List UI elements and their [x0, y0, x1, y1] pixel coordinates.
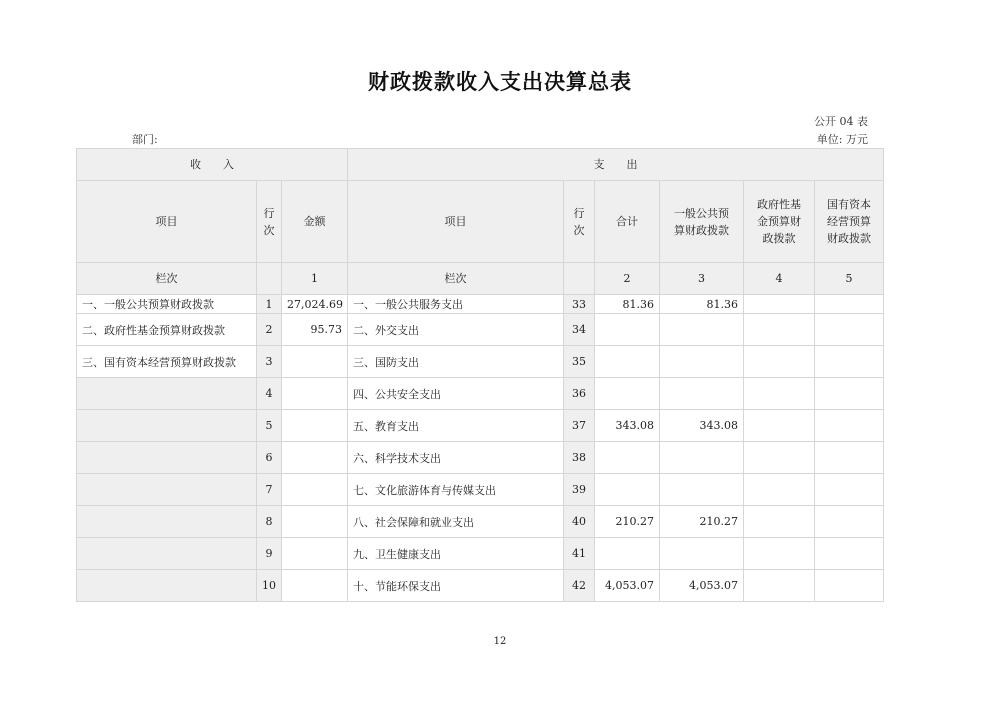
income-amount-cell: [282, 378, 348, 410]
table-row: [77, 314, 884, 346]
state-capital-header: 国有资本 经营预算 财政拨款: [815, 181, 884, 263]
income-row-no-cell: 7: [257, 474, 282, 506]
income-row-no-cell: 3: [257, 346, 282, 378]
general-budget-cell: [660, 314, 744, 346]
income-row-no-cell: 9: [257, 538, 282, 570]
page-number: 12: [493, 636, 507, 647]
income-amount-cell: 95.73: [282, 314, 348, 346]
expense-item-cell: 四、公共安全支出: [348, 378, 564, 410]
income-item-cell: [77, 410, 257, 442]
general-budget-cell: 4,053.07: [660, 570, 744, 602]
general-col-number: 3: [660, 263, 744, 295]
income-row-no-cell: 2: [257, 314, 282, 346]
income-item-cell: [77, 378, 257, 410]
state-capital-cell: [815, 506, 884, 538]
state-capital-cell: [815, 346, 884, 378]
gov-fund-cell: [744, 378, 815, 410]
table-row: [77, 570, 884, 602]
table-row: [77, 442, 884, 474]
page-title: 财政拨款收入支出决算总表: [368, 70, 632, 94]
general-budget-cell: [660, 442, 744, 474]
expense-item-cell: 五、教育支出: [348, 410, 564, 442]
total-cell: [595, 378, 660, 410]
gov-fund-cell: [744, 442, 815, 474]
state-capital-cell: [815, 295, 884, 314]
state-capital-cell: [815, 538, 884, 570]
income-item-cell: [77, 570, 257, 602]
gov-fund-cell: [744, 410, 815, 442]
state-capital-cell: [815, 442, 884, 474]
unit-label: 单位: 万元: [816, 133, 868, 146]
table-row: [77, 346, 884, 378]
general-budget-header: 一般公共预 算财政拨款: [660, 181, 744, 263]
income-amount-header: 金额: [282, 181, 348, 263]
expense-item-cell: 三、国防支出: [348, 346, 564, 378]
income-row-no-cell: 6: [257, 442, 282, 474]
general-budget-cell: 343.08: [660, 410, 744, 442]
income-item-cell: [77, 538, 257, 570]
table-row: [77, 538, 884, 570]
general-budget-cell: [660, 346, 744, 378]
state-capital-cell: [815, 474, 884, 506]
department-label: 部门:: [132, 133, 158, 146]
income-amount-cell: [282, 506, 348, 538]
expense-item-cell: 七、文化旅游体育与传媒支出: [348, 474, 564, 506]
column-number-row: [77, 263, 884, 295]
gov-fund-cell: [744, 346, 815, 378]
expense-row-no-cell: 39: [564, 474, 595, 506]
income-group-header: 收 入: [77, 149, 348, 181]
income-row-no-header: 行 次: [257, 181, 282, 263]
income-item-cell: 一、一般公共预算财政拨款: [77, 295, 257, 314]
general-budget-cell: 210.27: [660, 506, 744, 538]
table-row: [77, 378, 884, 410]
expense-row-no-cell: 33: [564, 295, 595, 314]
gov-fund-cell: [744, 474, 815, 506]
total-cell: [595, 346, 660, 378]
column-header-row: [77, 181, 884, 263]
income-amount-cell: [282, 442, 348, 474]
gov-fund-header: 政府性基 金预算财 政拨款: [744, 181, 815, 263]
gov-fund-cell: [744, 506, 815, 538]
total-cell: 4,053.07: [595, 570, 660, 602]
expense-row-no-cell: 37: [564, 410, 595, 442]
expense-row-no-cell: 38: [564, 442, 595, 474]
expense-item-cell: 九、卫生健康支出: [348, 538, 564, 570]
expense-item-cell: 一、一般公共服务支出: [348, 295, 564, 314]
income-amount-cell: 27,024.69: [282, 295, 348, 314]
state-capital-cell: [815, 314, 884, 346]
income-amount-cell: [282, 570, 348, 602]
table-row: [77, 410, 884, 442]
budget-summary-table: [76, 148, 884, 602]
income-row-no-cell: 1: [257, 295, 282, 314]
general-budget-cell: [660, 538, 744, 570]
income-item-cell: [77, 442, 257, 474]
income-item-cell: 三、国有资本经营预算财政拨款: [77, 346, 257, 378]
income-amount-cell: [282, 410, 348, 442]
income-row-no-cell: 4: [257, 378, 282, 410]
income-row-no-cell: 8: [257, 506, 282, 538]
expense-row-no-cell: 42: [564, 570, 595, 602]
expense-item-cell: 十、节能环保支出: [348, 570, 564, 602]
expense-item-cell: 二、外交支出: [348, 314, 564, 346]
expense-column-label: 栏次: [348, 263, 564, 295]
total-col-number: 2: [595, 263, 660, 295]
expense-item-header: 项目: [348, 181, 564, 263]
expense-item-cell: 八、社会保障和就业支出: [348, 506, 564, 538]
expense-row-no-cell: 41: [564, 538, 595, 570]
total-header: 合计: [595, 181, 660, 263]
total-cell: 343.08: [595, 410, 660, 442]
total-cell: 210.27: [595, 506, 660, 538]
expense-row-no-cell: 35: [564, 346, 595, 378]
state-capital-cell: [815, 378, 884, 410]
general-budget-cell: [660, 378, 744, 410]
income-item-header: 项目: [77, 181, 257, 263]
income-row-no-cell: 10: [257, 570, 282, 602]
table-row: [77, 474, 884, 506]
table-row: [77, 506, 884, 538]
income-row-no-cell: 5: [257, 410, 282, 442]
state-capital-cell: [815, 570, 884, 602]
gov-fund-cell: [744, 538, 815, 570]
total-cell: [595, 474, 660, 506]
income-amount-cell: [282, 538, 348, 570]
expense-row-no-cell: 40: [564, 506, 595, 538]
total-cell: 81.36: [595, 295, 660, 314]
expense-row-no-header: 行 次: [564, 181, 595, 263]
income-item-cell: 二、政府性基金预算财政拨款: [77, 314, 257, 346]
income-row-col-number: [257, 263, 282, 295]
gov-fund-col-number: 4: [744, 263, 815, 295]
income-item-cell: [77, 506, 257, 538]
state-capital-col-number: 5: [815, 263, 884, 295]
gov-fund-cell: [744, 570, 815, 602]
table-row: [77, 295, 884, 314]
gov-fund-cell: [744, 295, 815, 314]
total-cell: [595, 314, 660, 346]
group-header-row: [77, 149, 884, 181]
gov-fund-cell: [744, 314, 815, 346]
expense-row-no-cell: 34: [564, 314, 595, 346]
income-amount-cell: [282, 474, 348, 506]
general-budget-cell: 81.36: [660, 295, 744, 314]
income-amount-cell: [282, 346, 348, 378]
income-column-label: 栏次: [77, 263, 257, 295]
form-number: 公开 04 表: [814, 115, 868, 128]
expense-group-header: 支 出: [348, 149, 884, 181]
expense-item-cell: 六、科学技术支出: [348, 442, 564, 474]
general-budget-cell: [660, 474, 744, 506]
expense-row-no-cell: 36: [564, 378, 595, 410]
income-amount-col-number: 1: [282, 263, 348, 295]
state-capital-cell: [815, 410, 884, 442]
expense-row-col-number: [564, 263, 595, 295]
total-cell: [595, 442, 660, 474]
income-item-cell: [77, 474, 257, 506]
total-cell: [595, 538, 660, 570]
